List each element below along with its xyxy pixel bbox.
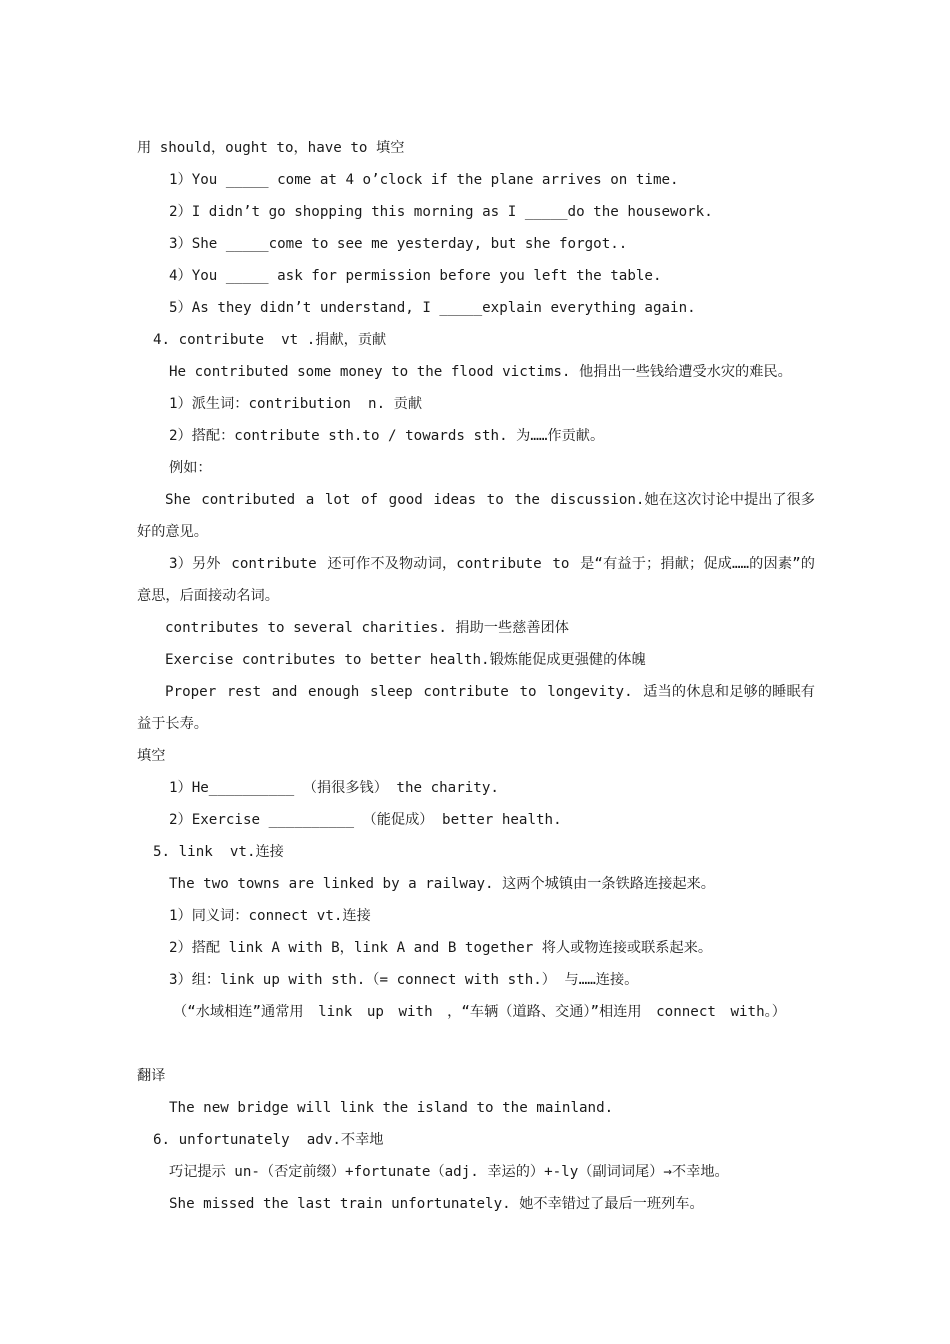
- exercise-item-4: 4）You _____ ask for permission before you left the table.: [169, 268, 662, 284]
- heading-unfortunately: 6. unfortunately adv.不幸地: [153, 1132, 384, 1148]
- example-sentence: She contributed a lot of good ideas to the discussion.她在这次讨论中提出了很多好的意见。: [137, 492, 815, 540]
- example-sentence: She missed the last train unfortunately. 她不幸错过了最后一班列车。: [169, 1196, 704, 1212]
- memory-tip: 巧记提示 un-（否定前缀）+fortunate（adj. 幸运的）+-ly（副词词尾）→不幸地。: [169, 1164, 729, 1180]
- example-sentence: He contributed some money to the flood victims. 他捐出一些钱给遭受水灾的难民。: [169, 364, 792, 380]
- point-collocation: 2）搭配：contribute sth.to / towards sth. 为……作贡献。: [169, 428, 605, 444]
- exercise-item-2: 2）I didn’t go shopping this morning as I _____do the housework.: [169, 204, 713, 220]
- section-instruction: 用 should，ought to，have to 填空: [137, 140, 405, 156]
- exercise-item-3: 3）She _____come to see me yesterday, but she forgot..: [169, 236, 628, 252]
- example-sentence: The new bridge will link the island to the mainland.: [169, 1100, 614, 1116]
- fill-in-label: 填空: [137, 748, 166, 764]
- example-label: 例如：: [169, 460, 212, 476]
- translation-label: 翻译: [137, 1068, 166, 1084]
- point-intransitive: 3）另外 contribute 还可作不及物动词，contribute to 是“有益于；捐献；促成……的因素”的意思，后面接动名词。: [137, 556, 815, 604]
- heading-contribute: 4. contribute vt .捐献，贡献: [153, 332, 387, 348]
- point-synonym: 1）同义词：connect vt.连接: [169, 908, 371, 924]
- fill-in-item-2: 2）Exercise __________ （能促成） better health.: [169, 812, 562, 828]
- exercise-item-5: 5）As they didn’t understand, I _____explain everything again.: [169, 300, 696, 316]
- point-phrase: 3）组：link up with sth.（= connect with sth.） 与……连接。: [169, 972, 639, 988]
- example-sentence: The two towns are linked by a railway. 这两个城镇由一条铁路连接起来。: [169, 876, 715, 892]
- example-sentence: Exercise contributes to better health.锻炼能促成更强健的体魄: [165, 652, 646, 668]
- exercise-item-1: 1）You _____ come at 4 o’clock if the plane arrives on time.: [169, 172, 679, 188]
- point-collocation: 2）搭配 link A with B，link A and B together 将人或物连接或联系起来。: [169, 940, 713, 956]
- usage-note: （“水域相连”通常用 link up with ，“车辆（道路、交通）”相连用 connect with。）: [173, 1004, 786, 1020]
- point-derivative: 1）派生词：contribution n. 贡献: [169, 396, 423, 412]
- example-sentence: contributes to several charities. 捐助一些慈善团体: [165, 620, 569, 636]
- heading-link: 5. link vt.连接: [153, 844, 284, 860]
- example-sentence: Proper rest and enough sleep contribute to longevity. 适当的休息和足够的睡眠有益于长寿。: [137, 684, 815, 732]
- fill-in-item-1: 1）He__________ （捐很多钱） the charity.: [169, 780, 499, 796]
